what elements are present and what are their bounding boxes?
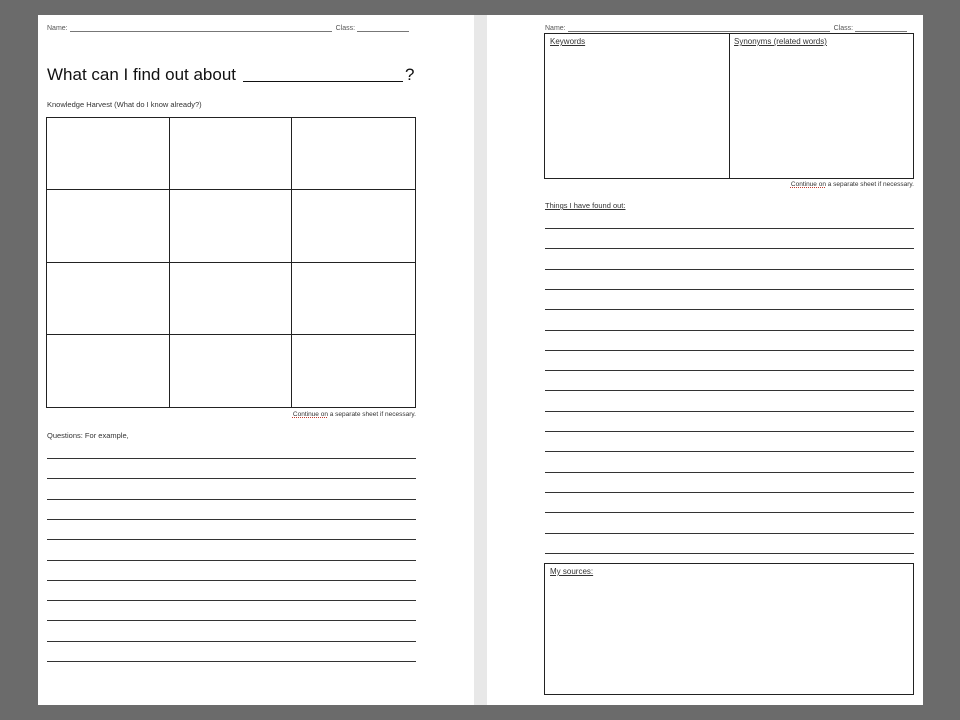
writing-line xyxy=(47,580,416,581)
class-blank-right xyxy=(855,24,907,32)
sources-label: My sources: xyxy=(550,567,594,576)
class-label-right: Class: xyxy=(833,25,854,32)
writing-line xyxy=(545,228,914,229)
writing-line xyxy=(545,330,914,331)
grid-cell xyxy=(47,118,170,190)
name-field xyxy=(47,24,413,32)
name-blank xyxy=(70,24,332,32)
knowledge-harvest-grid xyxy=(46,117,416,408)
writing-line xyxy=(545,411,914,412)
sources-box xyxy=(544,563,914,695)
grid-cell xyxy=(292,263,415,335)
writing-line xyxy=(545,472,914,473)
topic-blank xyxy=(243,65,403,82)
class-label: Class: xyxy=(335,25,356,32)
page-title xyxy=(47,65,414,85)
writing-line xyxy=(545,431,914,432)
title-suffix: ? xyxy=(405,65,415,84)
grid-cell xyxy=(292,118,415,190)
class-blank xyxy=(357,24,409,32)
questions-lines xyxy=(47,458,416,663)
continue-rest: a separate sheet if necessary. xyxy=(327,411,416,418)
grid-cell xyxy=(47,263,170,335)
worksheet-page-right xyxy=(487,15,923,705)
writing-line xyxy=(545,451,914,452)
title-prefix: What can I find out about xyxy=(47,65,237,84)
continue-note-right xyxy=(791,181,914,188)
writing-line xyxy=(545,269,914,270)
questions-label: Questions: For example, xyxy=(47,431,129,440)
name-field-right xyxy=(545,24,911,32)
continue-rest-right: a separate sheet if necessary. xyxy=(825,181,914,188)
writing-line xyxy=(545,248,914,249)
writing-line xyxy=(545,533,914,534)
grid-cell xyxy=(292,190,415,262)
writing-line xyxy=(47,458,416,459)
name-label-right: Name: xyxy=(545,25,566,32)
keywords-divider xyxy=(729,34,730,178)
continue-note xyxy=(293,411,416,418)
writing-line xyxy=(47,641,416,642)
grid-cell xyxy=(170,118,293,190)
grid-cell xyxy=(170,190,293,262)
writing-line xyxy=(47,620,416,621)
writing-line xyxy=(47,519,416,520)
continue-word-right: Continue on xyxy=(790,181,826,188)
worksheet-page-left xyxy=(38,15,474,705)
synonyms-label: Synonyms (related words) xyxy=(734,37,827,46)
writing-line xyxy=(47,499,416,500)
writing-line xyxy=(47,478,416,479)
grid-cell xyxy=(47,335,170,407)
writing-line xyxy=(545,350,914,351)
continue-word: Continue on xyxy=(292,411,328,418)
writing-line xyxy=(47,600,416,601)
writing-line xyxy=(545,512,914,513)
writing-line xyxy=(545,309,914,310)
keywords-label: Keywords xyxy=(550,37,586,46)
found-out-lines xyxy=(545,228,914,558)
name-label: Name: xyxy=(47,25,68,32)
grid-cell xyxy=(170,335,293,407)
writing-line xyxy=(47,661,416,662)
writing-line xyxy=(545,492,914,493)
knowledge-harvest-label: Knowledge Harvest (What do I know already?) xyxy=(47,100,202,109)
grid-cell xyxy=(170,263,293,335)
found-out-label: Things I have found out: xyxy=(545,201,626,210)
name-blank-right xyxy=(568,24,830,32)
grid-cell xyxy=(47,190,170,262)
writing-line xyxy=(47,539,416,540)
writing-line xyxy=(545,289,914,290)
writing-line xyxy=(47,560,416,561)
writing-line xyxy=(545,553,914,554)
page-divider xyxy=(474,15,487,705)
writing-line xyxy=(545,370,914,371)
keywords-box xyxy=(544,33,914,179)
writing-line xyxy=(545,390,914,391)
grid-cell xyxy=(292,335,415,407)
